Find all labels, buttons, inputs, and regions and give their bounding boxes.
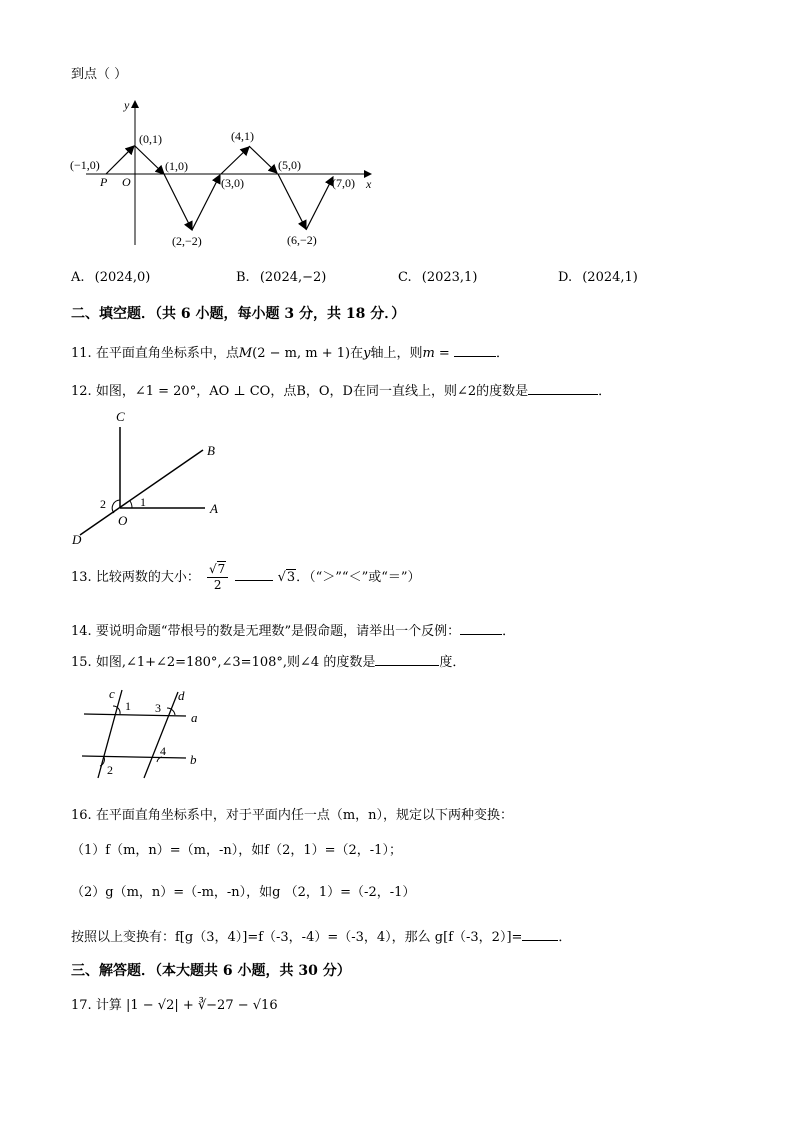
question-16: 16. 在平面直角坐标系中，对于平面内任一点（m，n），规定以下两种变换： (71, 808, 514, 823)
point-label: (0,1) (139, 132, 162, 146)
path-segment (192, 175, 220, 230)
path-segment (106, 146, 134, 174)
label-b: B (207, 443, 215, 458)
label-d: D (72, 532, 82, 547)
angle-2-label: 2 (107, 763, 113, 777)
angle-4-label: 4 (160, 744, 166, 758)
path-segment (164, 174, 192, 230)
angle-figure (70, 405, 230, 550)
point-label: (6,−2) (287, 233, 317, 247)
answer-blank[interactable] (454, 342, 496, 357)
label-c: C (116, 409, 125, 424)
point-label: (1,0) (165, 159, 188, 173)
math-expression: |1 − √2| + ∛−27 − √16 (125, 998, 278, 1013)
question-16-rule-2: （2）g（m，n）=（-m，-n），如g （2，1）=（-2，-1） (71, 885, 416, 900)
angle-1-label: 1 (125, 699, 131, 713)
path-segment (306, 177, 333, 230)
question-16-rule-1: （1）f（m，n）=（m，-n），如f（2，1）=（2，-1）； (71, 843, 402, 858)
point-label: (7,0) (332, 176, 355, 190)
y-axis-label: y (124, 98, 130, 112)
question-13: 13. 比较两数的大小： $\frac{√7}{2}$ √3．（“＞”“＜”或“＝”） (71, 562, 421, 592)
point-p-label: P (100, 175, 108, 189)
angle-1-label: 1 (140, 495, 146, 509)
angle-3-label: 3 (155, 701, 161, 715)
x-axis-label: x (366, 177, 372, 191)
point-label: (4,1) (231, 129, 254, 143)
answer-blank[interactable] (528, 380, 598, 395)
section-3-heading: 三、解答题．（本大题共 6 小题，共 30 分） (71, 963, 351, 979)
label-o: O (118, 513, 128, 528)
zigzag-coordinate-graph (66, 95, 386, 255)
path-segment (249, 146, 277, 173)
question-16-example: 按照以上变换有：f[g（3，4）]=f（-3，-4）=（-3，4），那么 g[f（-3，2）]= ． (71, 926, 571, 947)
question-14: 14. 要说明命题“带根号的数是无理数”是假命题，请举出一个反例： ． (71, 620, 515, 641)
path-segment (135, 146, 164, 174)
answer-blank[interactable] (522, 926, 558, 941)
point-label: (−1,0) (70, 158, 100, 172)
option-c[interactable]: C. (2023,1) (398, 270, 478, 285)
angle-2-label: 2 (100, 497, 106, 511)
answer-blank[interactable] (235, 566, 273, 581)
line-d-label: d (178, 688, 185, 703)
section-2-heading: 二、填空题．（共 6 小题，每小题 3 分，共 18 分．） (71, 306, 406, 322)
fraction: $\frac{√7}{2}$ (207, 562, 228, 593)
option-b[interactable]: B. (2024,−2) (236, 270, 327, 285)
line-b-label: b (190, 752, 197, 767)
option-a[interactable]: A. (2024,0) (71, 270, 151, 285)
point-label: (3,0) (221, 176, 244, 190)
point-label: (5,0) (278, 158, 301, 172)
answer-blank[interactable] (375, 651, 439, 666)
answer-blank[interactable] (460, 620, 502, 635)
question-10-tail: 到点（ ） (71, 67, 128, 82)
origin-label: O (122, 175, 131, 189)
question-12: 12. 如图，∠1 = 20°，AO ⊥ CO，点B，O，D在同一直线上，则∠2的度数是 ． (71, 380, 611, 401)
option-d[interactable]: D. (2024,1) (558, 270, 638, 285)
question-11: 11. 在平面直角坐标系中，点M(2 − m, m + 1)在y轴上，则m = ． (71, 342, 509, 363)
label-a: A (210, 501, 218, 516)
parallel-lines-figure (78, 684, 218, 784)
path-segment (221, 147, 249, 174)
question-17: 17. 计算 |1 − √2| + ∛−27 − √16 (71, 998, 278, 1013)
line-c-label: c (109, 686, 115, 701)
line-a-label: a (191, 710, 198, 725)
question-15: 15. 如图,∠1+∠2=180°,∠3=108°,则∠4 的度数是 度． (71, 651, 465, 672)
point-label: (2,−2) (172, 234, 202, 248)
path-segment (278, 174, 306, 229)
